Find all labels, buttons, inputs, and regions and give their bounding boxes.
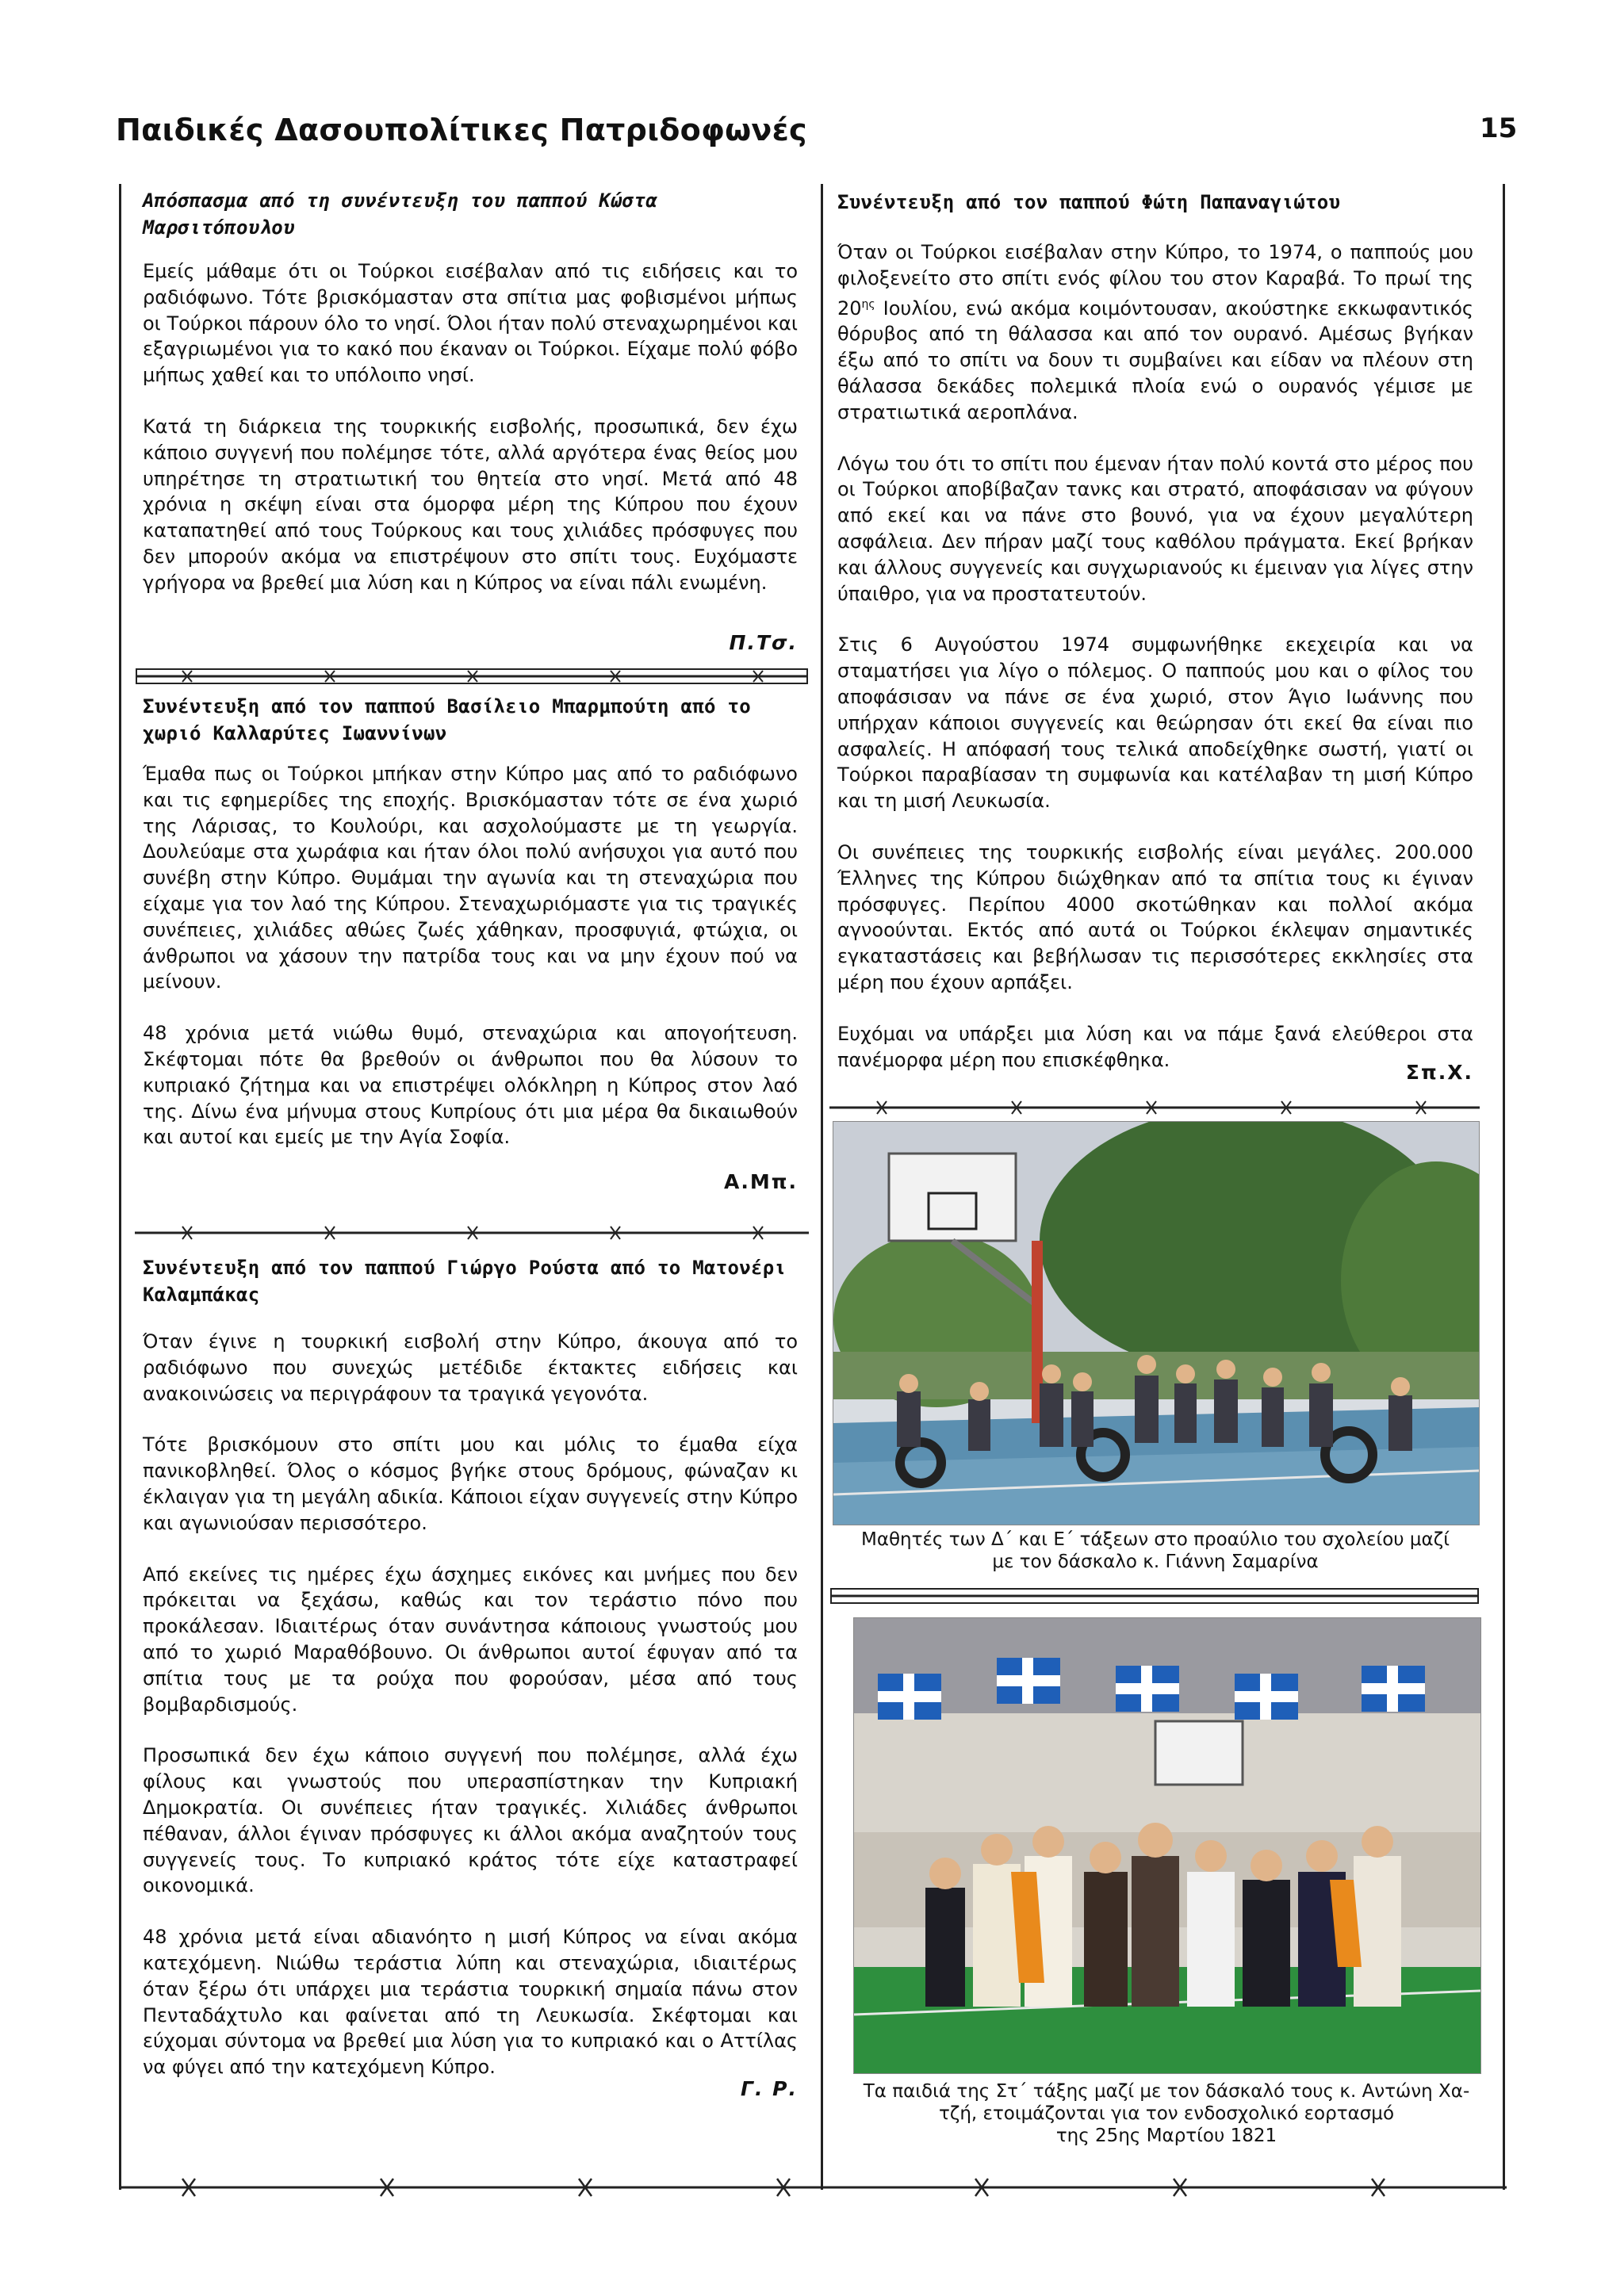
signature: Γ. Ρ. [741,2077,798,2100]
caption-line: με τον δάσκαλο κ. Γιάννη Σαμαρίνα [992,1552,1319,1572]
article-title-marsitopoulos: Απόσπασμα από τη συνέντευξη του παππού Κώστα Μαρσιτόπουλου [143,189,657,239]
paragraph: Προσωπικά δεν έχω κάποιο συγγενή που πολέμησε, αλλά έχω φίλους και γνωστούς που υπερασπίστηκαν την Κυπριακή Δημοκρατία. Οι συνέπειες ήταν τραγικές. Χιλιάδες άνθρωποι πέθαναν, άλλοι έγιναν πρόσφυγες κι άλλοι ακόμα αναζητούν τους συγγενείς τους. Το κυπριακό κράτος τότε είχε καταστραφεί οικονομικά. [143,1744,798,1897]
column-divider-rule [821,184,823,2190]
paragraph: Λόγω του ότι το σπίτι που έμεναν ήταν πολύ κοντά στο μέρος που οι Τούρκοι αποβίβαζαν τανκς και στρατό, αποφάσισαν να φύγουν από εκεί και να πάνε στο βουνό, για να έχουν μεγαλύτερη ασφάλεια. Δεν πήραν μαζί τους καθόλου πράγματα. Εκεί βρήκαν και άλλους συγγενείς και συγχωριανούς κι έμειναν για λίγες στην ύπαιθρο, για να προστατευτούν. [837,452,1473,605]
paragraph: 48 χρόνια μετά είναι αδιανόητο η μισή Κύπρος να είναι ακόμα κατεχόμενη. Νιώθω τεράστια λύπη και στεναχώρια, ιδιαιτέρως όταν ξέρω ότι υπάρχει μια τεράστια τουρκική σημαία πάνω στον Πενταδάχτυλο και φαίνεται από τη Λευκωσία. Σκέφτομαι και εύχομαι σύντομα να βρεθεί μια λύση για το κυπριακό και ο Αττίλας να φύγει από την κατεχόμενη Κύπρο. [143,1926,798,2079]
caption-line: Τα παιδιά της Στ΄ τάξης μαζί με τον δάσκαλό τους κ. Αντώνη Χα- [863,2081,1470,2102]
caption-line: Μαθητές των Δ΄ και Ε΄ τάξεων στο προαύλιο του σχολείου μαζί [860,1529,1450,1550]
caption-line: τζή, ετοιμάζονται για τον ενδοσχολικό εορτασμό [938,2103,1395,2124]
page-title: Παιδικές Δασουπολίτικες Πατριδοφωνές [116,113,807,147]
paragraph: Εμείς μάθαμε ότι οι Τούρκοι εισέβαλαν από τις ειδήσεις και το ραδιόφωνο. Τότε βρισκόμασταν στα σπίτια μας φοβισμένοι μήπως οι Τούρκοι πάρουν όλο το νησί. Όλοι ήταν πολύ στεναχωρημένοι και εξαγριωμένοι για το κακό που έκαναν οι Τούρκοι. Είχαμε πολύ φόβο μήπως χαθεί και το υπόλοιπο νησί. [143,260,798,387]
article-title-papanagiotou: Συνέντευξη από τον παππού Φώτη Παπαναγιώτου [837,191,1341,213]
paragraph: Όταν έγινε η τουρκική εισβολή στην Κύπρο, άκουγα από το ραδιόφωνο που συνεχώς μετέδιδε έκτακτες ειδήσεις και ανακοινώσεις να περιγράφουν τα τραγικά γεγονότα. [143,1330,798,1405]
signature: Π.Τσ. [729,631,798,654]
caption-line: της 25ης Μαρτίου 1821 [1055,2126,1277,2146]
barbed-wire-divider [829,1587,1480,1605]
photo-gym-illustration [854,1618,1480,2073]
article-body-papanagiotou [837,239,1473,1073]
paragraph: 48 χρόνια μετά νιώθω θυμό, στεναχώρια και απογοήτευση. Σκέφτομαι πότε θα βρεθούν οι άνθρωποι που θα λύσουν το κυπριακό ζήτημα και να επιστρέψει ολόκληρη η Κύπρος στον λαό της. Δίνω ένα μήνυμα στους Κυπρίους ότι μια μέρα θα δικαιωθούν και αυτοί και εμείς με την Αγία Σοφία. [143,1022,798,1149]
paragraph: Από εκείνες τις ημέρες έχω άσχημες εικόνες και μνήμες που δεν πρόκειται να ξεχάσω, καθώς και τον τεράστιο πόνο που προκάλεσαν. Ιδιαιτέρως όταν συνάντησα κάποιους γνωστούς μου από το χωριό Μαραθόβουνο. Οι άνθρωποι αυτοί έφυγαν από τα σπίτια τους με τα ρούχα που φορούσαν, μέσα από τους βομβαρδισμούς. [143,1563,798,1716]
barbed-wire-divider [135,668,809,685]
photo1-caption [833,1529,1478,1573]
barbed-wire-divider [829,1099,1480,1116]
signature: Σπ.Χ. [1405,1061,1473,1084]
barbed-wire-divider [135,1224,809,1242]
paragraph-text: Όταν οι Τούρκοι εισέβαλαν στην Κύπρο, το 1974, ο παππούς μου φιλοξενείτο στο σπίτι ενός φίλου του στον Καραβά. Το πρωί της 20 [837,241,1473,320]
article-title-roustas: Συνέντευξη από τον παππού Γιώργο Ρούστα από το Ματονέρι Καλαμπάκας [143,1257,787,1306]
article-body-marsitopoulos [143,258,798,596]
paragraph: Τότε βρισκόμουν στο σπίτι μου και μόλις το έμαθα είχα πανικοβληθεί. Όλος ο κόσμος βγήκε στους δρόμους, φώναζαν κι έκλαιγαν για τη μεγάλη αδικία. Κάποιοι είχαν συγγενείς στην Κύπρο και αγωνιούσαν περισσότερο. [143,1433,798,1534]
article-body-barmpoutis [143,761,798,1150]
photo2-caption [853,2080,1480,2147]
paragraph: Ευχόμαι να υπάρξει μια λύση και να πάμε ξανά ελεύθεροι στα πανέμορφα μέρη που επισκέφθηκα. [837,1022,1473,1071]
ordinal-suffix: ης [861,297,875,311]
article-title-barmpoutis: Συνέντευξη από τον παππού Βασίλειο Μπαρμπούτη από το χωριό Καλλαρύτες Ιωαννίνων [143,695,751,744]
paragraph [837,239,1473,426]
left-border-rule [119,184,121,2190]
photo-schoolyard-illustration [833,1122,1479,1525]
right-border-rule [1503,184,1505,2190]
signature: Α.Μπ. [724,1170,798,1193]
paragraph-text: Ιουλίου, ενώ ακόμα κοιμόντουσαν, ακούστηκε εκκωφαντικός θόρυβος από τη θάλασσα και από τον ουρανό. Αμέσως βγήκαν έξω από το σπίτι να δουν τι συμβαίνει και είδαν να πλέουν στη θάλασσα δεκάδες πολεμικά πλοία ενώ ο ουρανός γέμισε με στρατιωτικά αεροπλάνα. [837,297,1473,423]
paragraph: Οι συνέπειες της τουρκικής εισβολής είναι μεγάλες. 200.000 Έλληνες της Κύπρου διώχθηκαν από τα σπίτια τους κι έγιναν πρόσφυγες. Περίπου 4000 σκοτώθηκαν και πολλοί ακόμα αγνοούνται. Εκτός από αυτά οι Τούρκοι έκλεψαν σημαντικές εγκαταστάσεις και βεβήλωσαν τις περισσότερες εκκλησίες στα μέρη που έχουν αρπάξει. [837,840,1473,993]
barbed-wire-footer [119,2175,1507,2199]
photo-schoolyard-students [833,1121,1480,1525]
photo-gym-celebration [853,1617,1481,2074]
paragraph: Στις 6 Αυγούστου 1974 συμφωνήθηκε εκεχειρία και να σταματήσει για λίγο ο πόλεμος. Ο παππούς μου και ο φίλος του αποφάσισαν να πάνε σε ένα χωριό, στον Άγιο Ιωάννης που υπήρχαν κάποιοι συγγενείς και θεώρησαν ότι εκεί θα είναι πιο ασφαλείς. Η απόφασή τους τελικά αποδείχθηκε σωστή, γιατί οι Τούρκοι παραβίασαν τη συμφωνία και κατέλαβαν τη μισή Κύπρο και τη μισή Λευκωσία. [837,633,1473,813]
paragraph: Έμαθα πως οι Τούρκοι μπήκαν στην Κύπρο μας από το ραδιόφωνο και τις εφημερίδες της εποχής. Βρισκόμασταν τότε σε ένα χωριό της Λάρισας, το Κουλούρι, και ασχολούμαστε με τη γεωργία. Δουλεύαμε στα χωράφια και ήταν όλοι πολύ ανήσυχοι για αυτό που συνέβη στην Κύπρο. Θυμάμαι την αγωνία και τη στεναχώρια που είχαμε για τον λαό της Κύπρου. Στεναχωριόμαστε για τις τραγικές συνέπειες, χιλιάδες αθώες ζωές χάθηκαν, προσφυγιά, φτώχια, οι άνθρωποι να χάσουν την πατρίδα τους και να μην έχουν πού να μείνουν. [143,763,798,993]
paragraph: Κατά τη διάρκεια της τουρκικής εισβολής, προσωπικά, δεν έχω κάποιο συγγενή που πολέμησε τότε, αλλά αργότερα ένας θείος μου υπηρέτησε τη στρατιωτική του θητεία στο νησί. Μετά από 48 χρόνια η σκέψη είναι στα όμορφα μέρη της Κύπρου που έχουν καταπατηθεί από τους Τούρκους και τους χιλιάδες πρόσφυγες που δεν μπορούν ακόμα να επιστρέψουν στο σπίτι τους. Ευχόμαστε γρήγορα να βρεθεί μια λύση και η Κύπρος να είναι πάλι ενωμένη. [143,415,798,594]
page-number: 15 [1480,113,1518,144]
article-body-roustas [143,1329,798,2080]
